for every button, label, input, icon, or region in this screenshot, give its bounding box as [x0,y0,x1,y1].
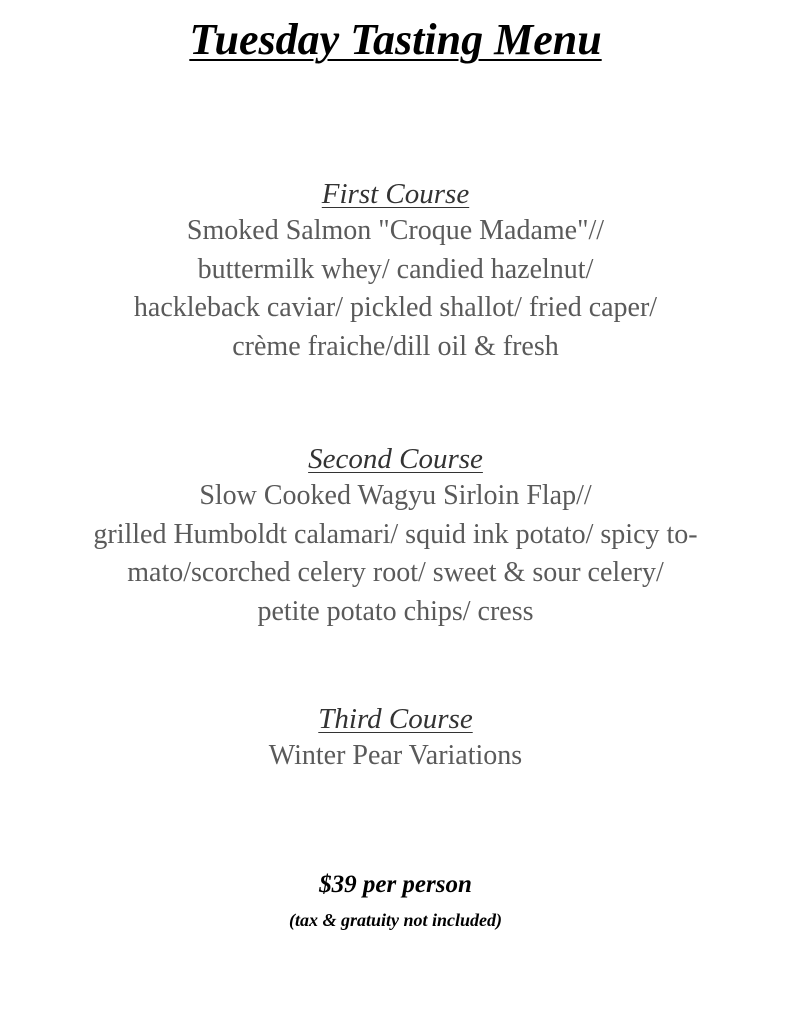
second-course-line-3: mato/scorched celery root/ sweet & sour celery/ [127,557,664,588]
second-course-heading-row [0,441,791,477]
second-course-heading: Second Course [308,443,483,475]
first-course-section [0,176,791,366]
menu-title [0,14,791,66]
second-course-line-2: grilled Humboldt calamari/ squid ink potato/ spicy to- [93,518,698,550]
first-course-line-3: hackleback caviar/ pickled shallot/ fried caper/ [133,292,658,323]
first-course-line-2: buttermilk whey/ candied hazelnut/ [197,253,594,285]
menu-title-text: Tuesday Tasting Menu [189,15,602,64]
second-course-line-4: petite potato chips/ cress [257,595,534,627]
first-course-heading: First Course [321,178,470,210]
third-course-heading: Third Course [318,703,473,735]
third-course-line-1: Winter Pear Variations [268,740,523,771]
third-course-section [0,701,791,776]
second-course-line-1: Slow Cooked Wagyu Sirloin Flap// [199,480,592,511]
first-course-line-4: crème fraiche/dill oil & fresh [232,330,559,362]
first-course-heading-row [0,176,791,212]
price-per-person: $39 per person [319,871,472,898]
third-course-heading-row [0,701,791,737]
first-course-line-1: Smoked Salmon "Croque Madame"// [186,215,605,246]
second-course-section [0,441,791,631]
price-note: (tax & gratuity not included) [288,910,502,930]
